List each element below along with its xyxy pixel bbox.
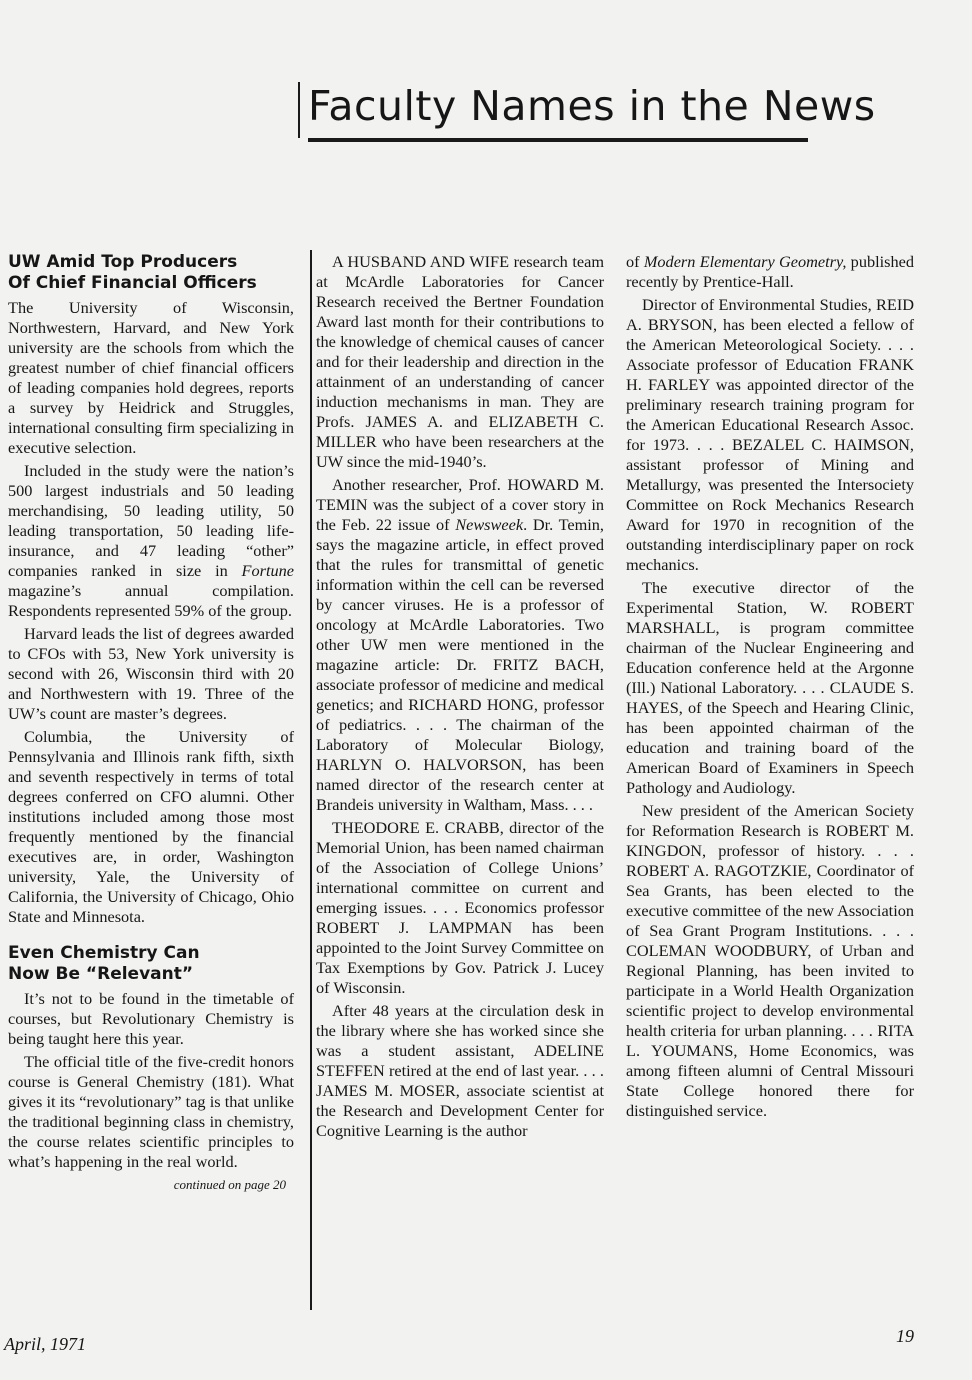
article-paragraph: A HUSBAND AND WIFE research team at McArdle Laboratories for Cancer Research received the Bertner Foundation Award last month for their contributions to the knowledge of chemical causes of cancer and for their leadership and direction in the attainment of an understanding of cancer induction mechanisms in man. They are Profs. JAMES A. and ELIZABETH C. MILLER who have been researchers at the UW since the mid-1940’s.	[316, 252, 604, 471]
page-title: Faculty Names in the News	[308, 82, 876, 130]
title-underline	[308, 138, 808, 142]
article-paragraph: Columbia, the University of Pennsylvania and Illinois rank fifth, sixth and seventh respectively in terms of total degrees conferred on CFO alumni. Other institutions included among those most frequently mentioned by the financial executives are, in order, Washington university, Yale, the University of California, the University of Chicago, Ohio State and Minnesota.	[8, 727, 294, 926]
article-paragraph: The University of Wisconsin, Northwestern, Harvard, and New York university are the schools from which the greatest number of chief financial officers of leading companies hold degrees, reports a survey by Heidrick and Struggles, international consulting firm specializing in executive selection.	[8, 298, 294, 457]
article-paragraph: Director of Environmental Studies, REID A. BRYSON, has been elected a fellow of the American Meteorological Society. . . . Associate professor of Education FRANK H. FARLEY was appointed director of the preliminary research training program for the American Educational Research Assoc. for 1973. . . . BEZALEL C. HAIMSON, assistant professor of Mining and Metallurgy, was presented the Intersociety Committee on Rock Mechanics Research Award for 1970 in recognition of the outstanding interdisciplinary paper on rock mechanics.	[626, 295, 914, 574]
column-1	[8, 252, 294, 1195]
headline-cfo: UW Amid Top Producers Of Chief Financial Officers	[8, 252, 257, 293]
article-paragraph: It’s not to be found in the timetable of courses, but Revolutionary Chemistry is being taught here this year.	[8, 989, 294, 1048]
article-paragraph: of Modern Elementary Geometry, published recently by Prentice-Hall.	[626, 252, 914, 291]
article-paragraph: The official title of the five-credit honors course is General Chemistry (181). What gives it its “revolutionary” tag is that unlike the traditional beginning class in chemistry, the course relates scientific principles to what’s happening in the real world.	[8, 1052, 294, 1171]
page-number: 19	[896, 1326, 914, 1346]
issue-date: April, 1971	[4, 1334, 87, 1354]
column-2	[316, 252, 604, 1144]
column-3	[626, 252, 914, 1124]
article-paragraph: New president of the American Society for Reformation Research is ROBERT M. KINGDON, professor of history. . . . ROBERT A. RAGOTZKIE, Coordinator of Sea Grants, has been elected to the executive committee of the new Association of Sea Grant Program Institutions. . . . COLEMAN WOODBURY, of Urban and Regional Planning, has been invited to participate in a World Health Organization scientific project to develop environmental health criteria for urban planning. . . . RITA L. YOUMANS, Home Economics, was among fifteen alumni of Central Missouri State College honored there for distinguished service.	[626, 801, 914, 1120]
title-vertical-rule	[298, 82, 300, 138]
article-paragraph: Another researcher, Prof. HOWARD M. TEMIN was the subject of a cover story in the Feb. 22 issue of Newsweek. Dr. Temin, says the magazine article, in effect proved that the rules for transmittal of genetic information within the cell can be reversed by cancer viruses. He is a professor of oncology at McArdle Laboratories. Two other UW men were mentioned in the magazine article: Dr. FRITZ BACH, associate professor of medicine and medical genetics; and RICHARD HONG, professor of pediatrics. . . . The chairman of the Laboratory of Molecular Biology, HARLYN O. HALVORSON, has been named director of the research center at Brandeis university in Waltham, Mass. . . .	[316, 475, 604, 814]
continued-note: continued on page 20	[173, 1177, 286, 1192]
article-paragraph: Harvard leads the list of degrees awarded to CFOs with 53, New York university is second with 26, Wisconsin third with 20 and Northwestern with 19. Three of the UW’s count are master’s degrees.	[8, 624, 294, 723]
article-paragraph: The executive director of the Experimental Station, W. ROBERT MARSHALL, is program committee chairman of the Nuclear Engineering and Education conference held at the Argonne (Ill.) National Laboratory. . . . CLAUDE S. HAYES, of the Speech and Hearing Clinic, has been appointed chairman of the education and training board of the American Board of Examiners in Speech Pathology and Audiology.	[626, 578, 914, 797]
article-paragraph: THEODORE E. CRABB, director of the Memorial Union, has been named chairman of the Association of College Unions’ international committee on current and emerging issues. . . . Economics professor ROBERT J. LAMPMAN has been appointed to the Joint Survey Committee on Tax Exemptions by Gov. Patrick J. Lucey of Wisconsin.	[316, 818, 604, 997]
headline-chemistry: Even Chemistry Can Now Be “Relevant”	[8, 943, 200, 984]
article-paragraph: After 48 years at the circulation desk in the library where she has worked since she was a student assistant, ADELINE STEFFEN retired at the end of last year. . . . JAMES M. MOSER, associate scientist at the Research and Development Center for Cognitive Learning is the author	[316, 1001, 604, 1140]
column-divider	[310, 250, 312, 1310]
article-paragraph: Included in the study were the nation’s 500 largest industrials and 50 leading merchandising, 50 leading utility, 50 leading transportation, 50 leading life-insurance, and 47 leading “other” companies ranked in size in Fortune magazine’s annual compilation. Respondents represented 59% of the group.	[8, 461, 294, 620]
